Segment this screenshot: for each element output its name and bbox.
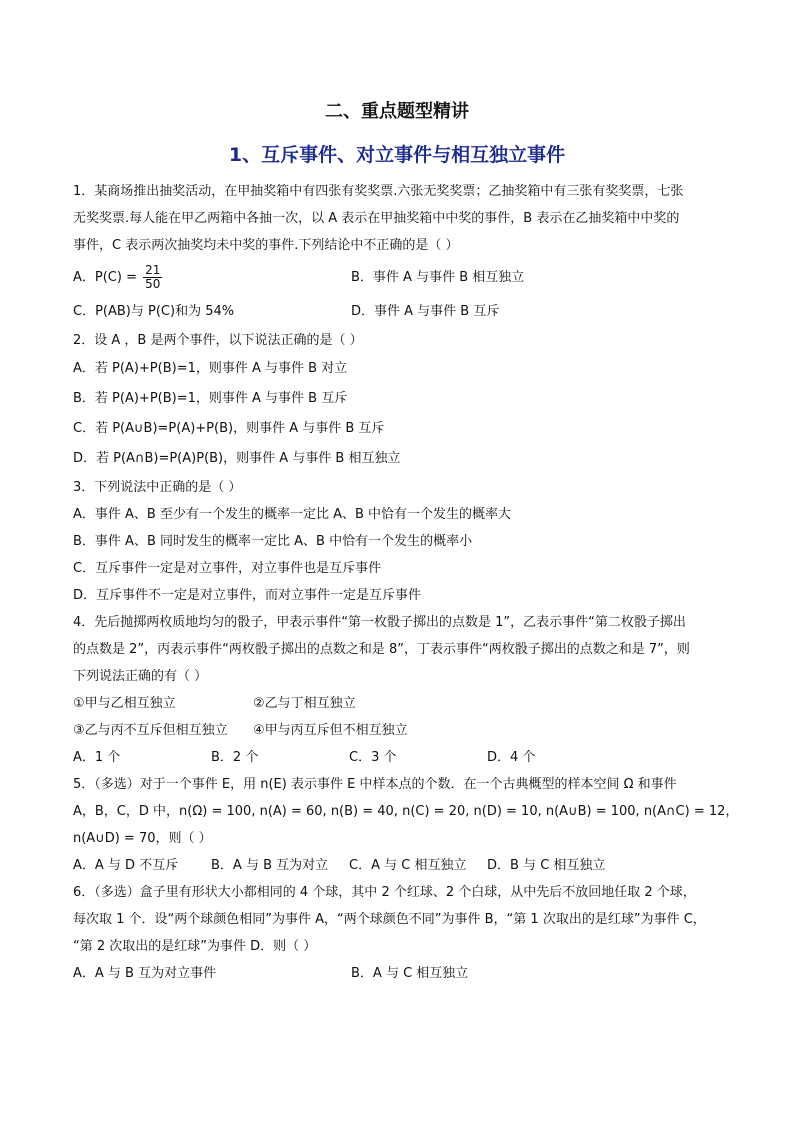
question-1 xyxy=(73,178,723,327)
question-2-stem: 2．设 A ，B 是两个事件，以下说法正确的是（ ） xyxy=(73,333,363,348)
question-6-option-a: A．A 与 B 互为对立事件 xyxy=(73,966,217,981)
question-4-stem-line: 4．先后抛掷两枚质地均匀的骰子，甲表示事件“第一枚骰子掷出的点数是 1”，乙表示事件“第二枚骰子掷出 xyxy=(73,615,686,630)
question-4-statements-row xyxy=(73,690,723,717)
question-6-stem-line: “第 2 次取出的是红球”为事件 D．则（ ） xyxy=(73,939,317,954)
statement-1: ①甲与乙相互独立 xyxy=(73,696,176,711)
fraction-numerator: 21 xyxy=(145,263,161,277)
question-6-stem-line: 6．（多选）盒子里有形状大小都相同的 4 个球，其中 2 个红球、2 个白球，从中先后不放回地任取 2 个球， xyxy=(73,885,696,900)
question-2-option: A．若 P(A)+P(B)=1，则事件 A 与事件 B 对立 xyxy=(73,361,348,376)
option-a-prefix: A．P(C) = xyxy=(73,270,137,285)
question-5-option-c: C．A 与 C 相互独立 xyxy=(349,858,467,873)
question-3-option: B．事件 A、B 同时发生的概率一定比 A、B 中恰有一个发生的概率小 xyxy=(73,534,473,549)
question-5-options-row xyxy=(73,852,723,879)
question-4-statements-row xyxy=(73,717,723,744)
topic-title: 1、互斥事件、对立事件与相互独立事件 xyxy=(228,144,566,166)
question-list xyxy=(73,178,739,987)
question-3 xyxy=(73,474,723,609)
question-6-option-b: B．A 与 C 相互独立 xyxy=(351,966,469,981)
question-1-option-a xyxy=(73,259,351,297)
question-6-stem-line: 每次取 1 个．设“两个球颜色相同”为事件 A，“两个球颜色不同”为事件 B，“第 1 次取出的是红球”为事件 C， xyxy=(73,912,706,927)
question-4 xyxy=(73,609,723,771)
question-4-option-c: C．3 个 xyxy=(349,750,397,765)
question-1-stem-line: 事件，C 表示两次抽奖均未中奖的事件.下列结论中不正确的是（ ） xyxy=(73,238,459,253)
question-4-option-b: B．2 个 xyxy=(211,750,259,765)
question-5-option-b: B．A 与 B 互为对立 xyxy=(211,858,329,873)
question-2-option: D．若 P(A∩B)=P(A)P(B)，则事件 A 与事件 B 相互独立 xyxy=(73,451,401,466)
question-1-stem-line: 无奖奖票.每人能在甲乙两箱中各抽一次，以 A 表示在甲抽奖箱中中奖的事件，B 表示在乙抽奖箱中中奖的 xyxy=(73,211,680,226)
question-6-options-row xyxy=(73,960,723,987)
question-5-stem-line: 5．（多选）对于一个事件 E，用 n(E) 表示事件 E 中样本点的个数．在一个古典概型的样本空间 Ω 和事件 xyxy=(73,777,677,792)
question-5-stem-line: n(A∪D) = 70，则（ ） xyxy=(73,831,212,846)
statement-4: ④甲与丙互斥但不相互独立 xyxy=(253,723,408,738)
question-5-option-a: A．A 与 D 不互斥 xyxy=(73,858,179,873)
question-2 xyxy=(73,327,723,474)
question-5-stem-line: A，B，C，D 中，n(Ω) = 100, n(A) = 60, n(B) = 40, n(C) = 20, n(D) = 10, n(A∪B) = 100, n(A∩C) = 12， xyxy=(73,804,739,819)
question-4-option-a: A．1 个 xyxy=(73,750,121,765)
question-3-stem: 3．下列说法中正确的是（ ） xyxy=(73,480,242,495)
question-3-option: C．互斥事件一定是对立事件，对立事件也是互斥事件 xyxy=(73,561,382,576)
question-3-option: D．互斥事件不一定是对立事件，而对立事件一定是互斥事件 xyxy=(73,588,422,603)
question-1-option-d: D．事件 A 与事件 B 互斥 xyxy=(351,304,500,319)
question-1-option-b: B．事件 A 与事件 B 相互独立 xyxy=(351,270,525,285)
question-1-options-row xyxy=(73,297,723,327)
question-1-option-c: C．P(AB)与 P(C)和为 54% xyxy=(73,304,235,319)
statement-3: ③乙与丙不互斥但相互独立 xyxy=(73,723,228,738)
question-4-option-d: D．4 个 xyxy=(487,750,536,765)
question-1-stem-line: 1．某商场推出抽奖活动，在甲抽奖箱中有四张有奖奖票.六张无奖奖票；乙抽奖箱中有三张有奖奖票，七张 xyxy=(73,184,684,199)
section-title: 二、重点题型精讲 xyxy=(325,101,469,122)
question-6 xyxy=(73,879,723,987)
question-2-option: C．若 P(A∪B)=P(A)+P(B)，则事件 A 与事件 B 互斥 xyxy=(73,421,385,436)
question-5 xyxy=(73,771,739,879)
question-5-option-d: D．B 与 C 相互独立 xyxy=(487,858,606,873)
fraction xyxy=(143,264,162,291)
question-4-options-row xyxy=(73,744,723,771)
question-3-option: A．事件 A、B 至少有一个发生的概率一定比 A、B 中恰有一个发生的概率大 xyxy=(73,507,512,522)
fraction-denominator: 50 xyxy=(145,277,161,291)
question-2-option: B．若 P(A)+P(B)=1，则事件 A 与事件 B 互斥 xyxy=(73,391,348,406)
question-4-stem-line: 的点数是 2”，丙表示事件“两枚骰子掷出的点数之和是 8”，丁表示事件“两枚骰子掷出的点数之和是 7”，则 xyxy=(73,642,690,657)
question-4-stem-line: 下列说法正确的有（ ） xyxy=(73,669,208,684)
question-1-options-row xyxy=(73,259,723,297)
statement-2: ②乙与丁相互独立 xyxy=(253,696,356,711)
